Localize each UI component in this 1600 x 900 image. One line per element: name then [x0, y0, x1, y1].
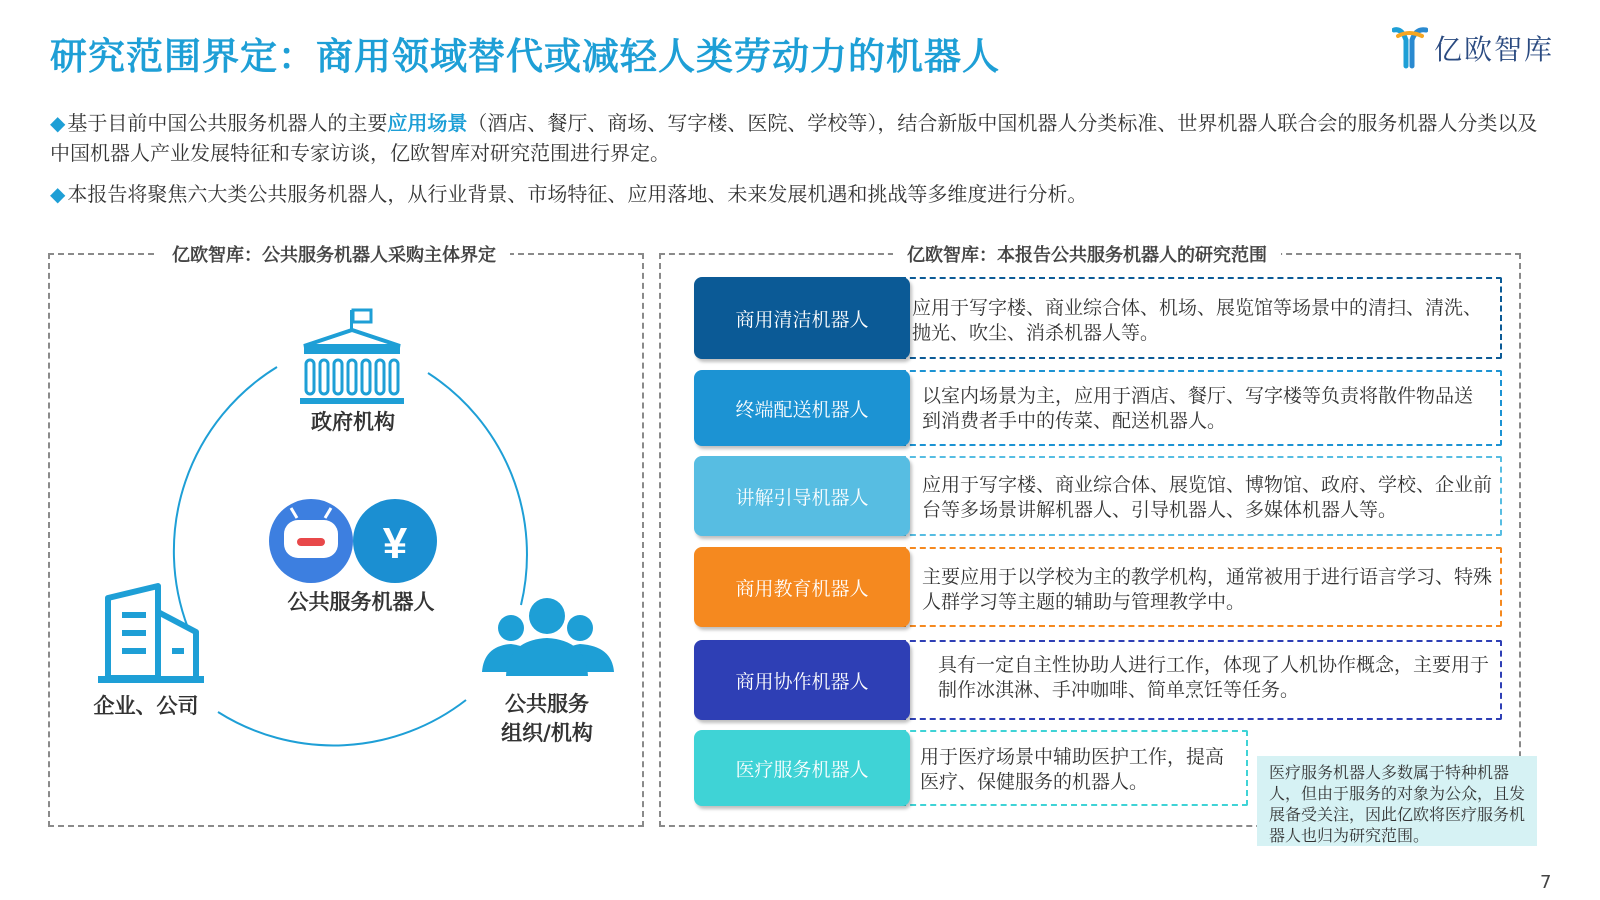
cycle-arc-left — [174, 367, 277, 628]
yuan-coin-icon — [353, 499, 437, 583]
people-group-icon — [482, 598, 614, 676]
category-cleaning-robot: 商用清洁机器人 — [694, 277, 910, 359]
scope-panel-title: 亿欧智库：本报告公共服务机器人的研究范围 — [893, 241, 1281, 267]
bullet-1-text: 基于目前中国公共服务机器人的主要 — [67, 111, 388, 135]
center-public-robot-label: 公共服务机器人 — [287, 590, 435, 614]
bullet-1-text-cont: （酒店、餐厅、商场、写字楼、医院、学校等），结合新版中国机器人分类标准、世界机器人联合会的服务机器人分类以及中国机器人产业发展特征和专家访谈，亿欧智库对研究范围进行界定。 — [50, 111, 1538, 165]
category-education-desc: 主要应用于以学校为主的教学机构，通常被用于进行语言学习、特殊人群学习等主题的辅助与管理教学中。 — [922, 566, 1493, 613]
category-guide-desc: 应用于写字楼、商业综合体、展览馆、博物馆、政府、学校、企业前台等多场景讲解机器人、引导机器人、多媒体机器人等。 — [922, 474, 1493, 521]
category-delivery-desc: 以室内场景为主，应用于酒店、餐厅、写字楼等负责将散件物品送到消费者手中的传菜、配送机器人。 — [922, 385, 1474, 432]
enterprise-building-icon — [98, 586, 204, 683]
node-enterprise-label: 企业、公司 — [93, 694, 199, 718]
page-number: 7 — [1540, 872, 1552, 893]
robot-icon — [269, 499, 353, 583]
category-delivery-robot: 终端配送机器人 — [694, 370, 910, 446]
logo-text: 亿欧智库 — [1434, 33, 1555, 66]
medical-robot-note: 医疗服务机器人多数属于特种机器人，但由于服务的对象为公众，且发展备受关注，因此亿欧将医疗服务机器人也归为研究范围。 — [1257, 756, 1537, 846]
cycle-arc-right — [428, 373, 527, 605]
category-medical-robot: 医疗服务机器人 — [694, 730, 910, 806]
node-public-org-label — [484, 690, 610, 748]
diamond-bullet-icon: ◆ — [50, 182, 66, 206]
node-public-org-line1: 公共服务 — [505, 692, 589, 716]
category-education-robot: 商用教育机器人 — [694, 547, 910, 627]
government-building-icon — [300, 310, 404, 404]
category-collab-robot: 商用协作机器人 — [694, 640, 910, 720]
bullet-2-text: 本报告将聚焦六大类公共服务机器人，从行业背景、市场特征、应用落地、未来发展机遇和挑战等多维度进行分析。 — [67, 182, 1088, 206]
category-medical-desc: 用于医疗场景中辅助医护工作，提高医疗、保健服务的机器人。 — [920, 746, 1225, 793]
category-cleaning-desc: 应用于写字楼、商业综合体、机场、展览馆等场景中的清扫、清洗、抛光、吹尘、消杀机器人等。 — [912, 297, 1483, 344]
category-collab-desc: 具有一定自主性协助人进行工作，体现了人机协作概念，主要用于制作冰淇淋、手冲咖啡、简单烹饪等任务。 — [938, 654, 1490, 701]
node-public-org-line2: 组织/机构 — [501, 721, 593, 745]
node-government-label: 政府机构 — [311, 410, 395, 434]
cycle-arc-bottom — [218, 700, 466, 745]
category-guide-robot: 讲解引导机器人 — [694, 456, 910, 536]
yuan-symbol: ¥ — [382, 519, 408, 568]
purchaser-panel-title: 亿欧智库：公共服务机器人采购主体界定 — [158, 241, 510, 267]
bullet-1-highlight: 应用场景 — [387, 111, 468, 135]
diamond-bullet-icon: ◆ — [50, 111, 66, 135]
page-title: 研究范围界定：商用领域替代或减轻人类劳动力的机器人 — [50, 35, 1000, 78]
